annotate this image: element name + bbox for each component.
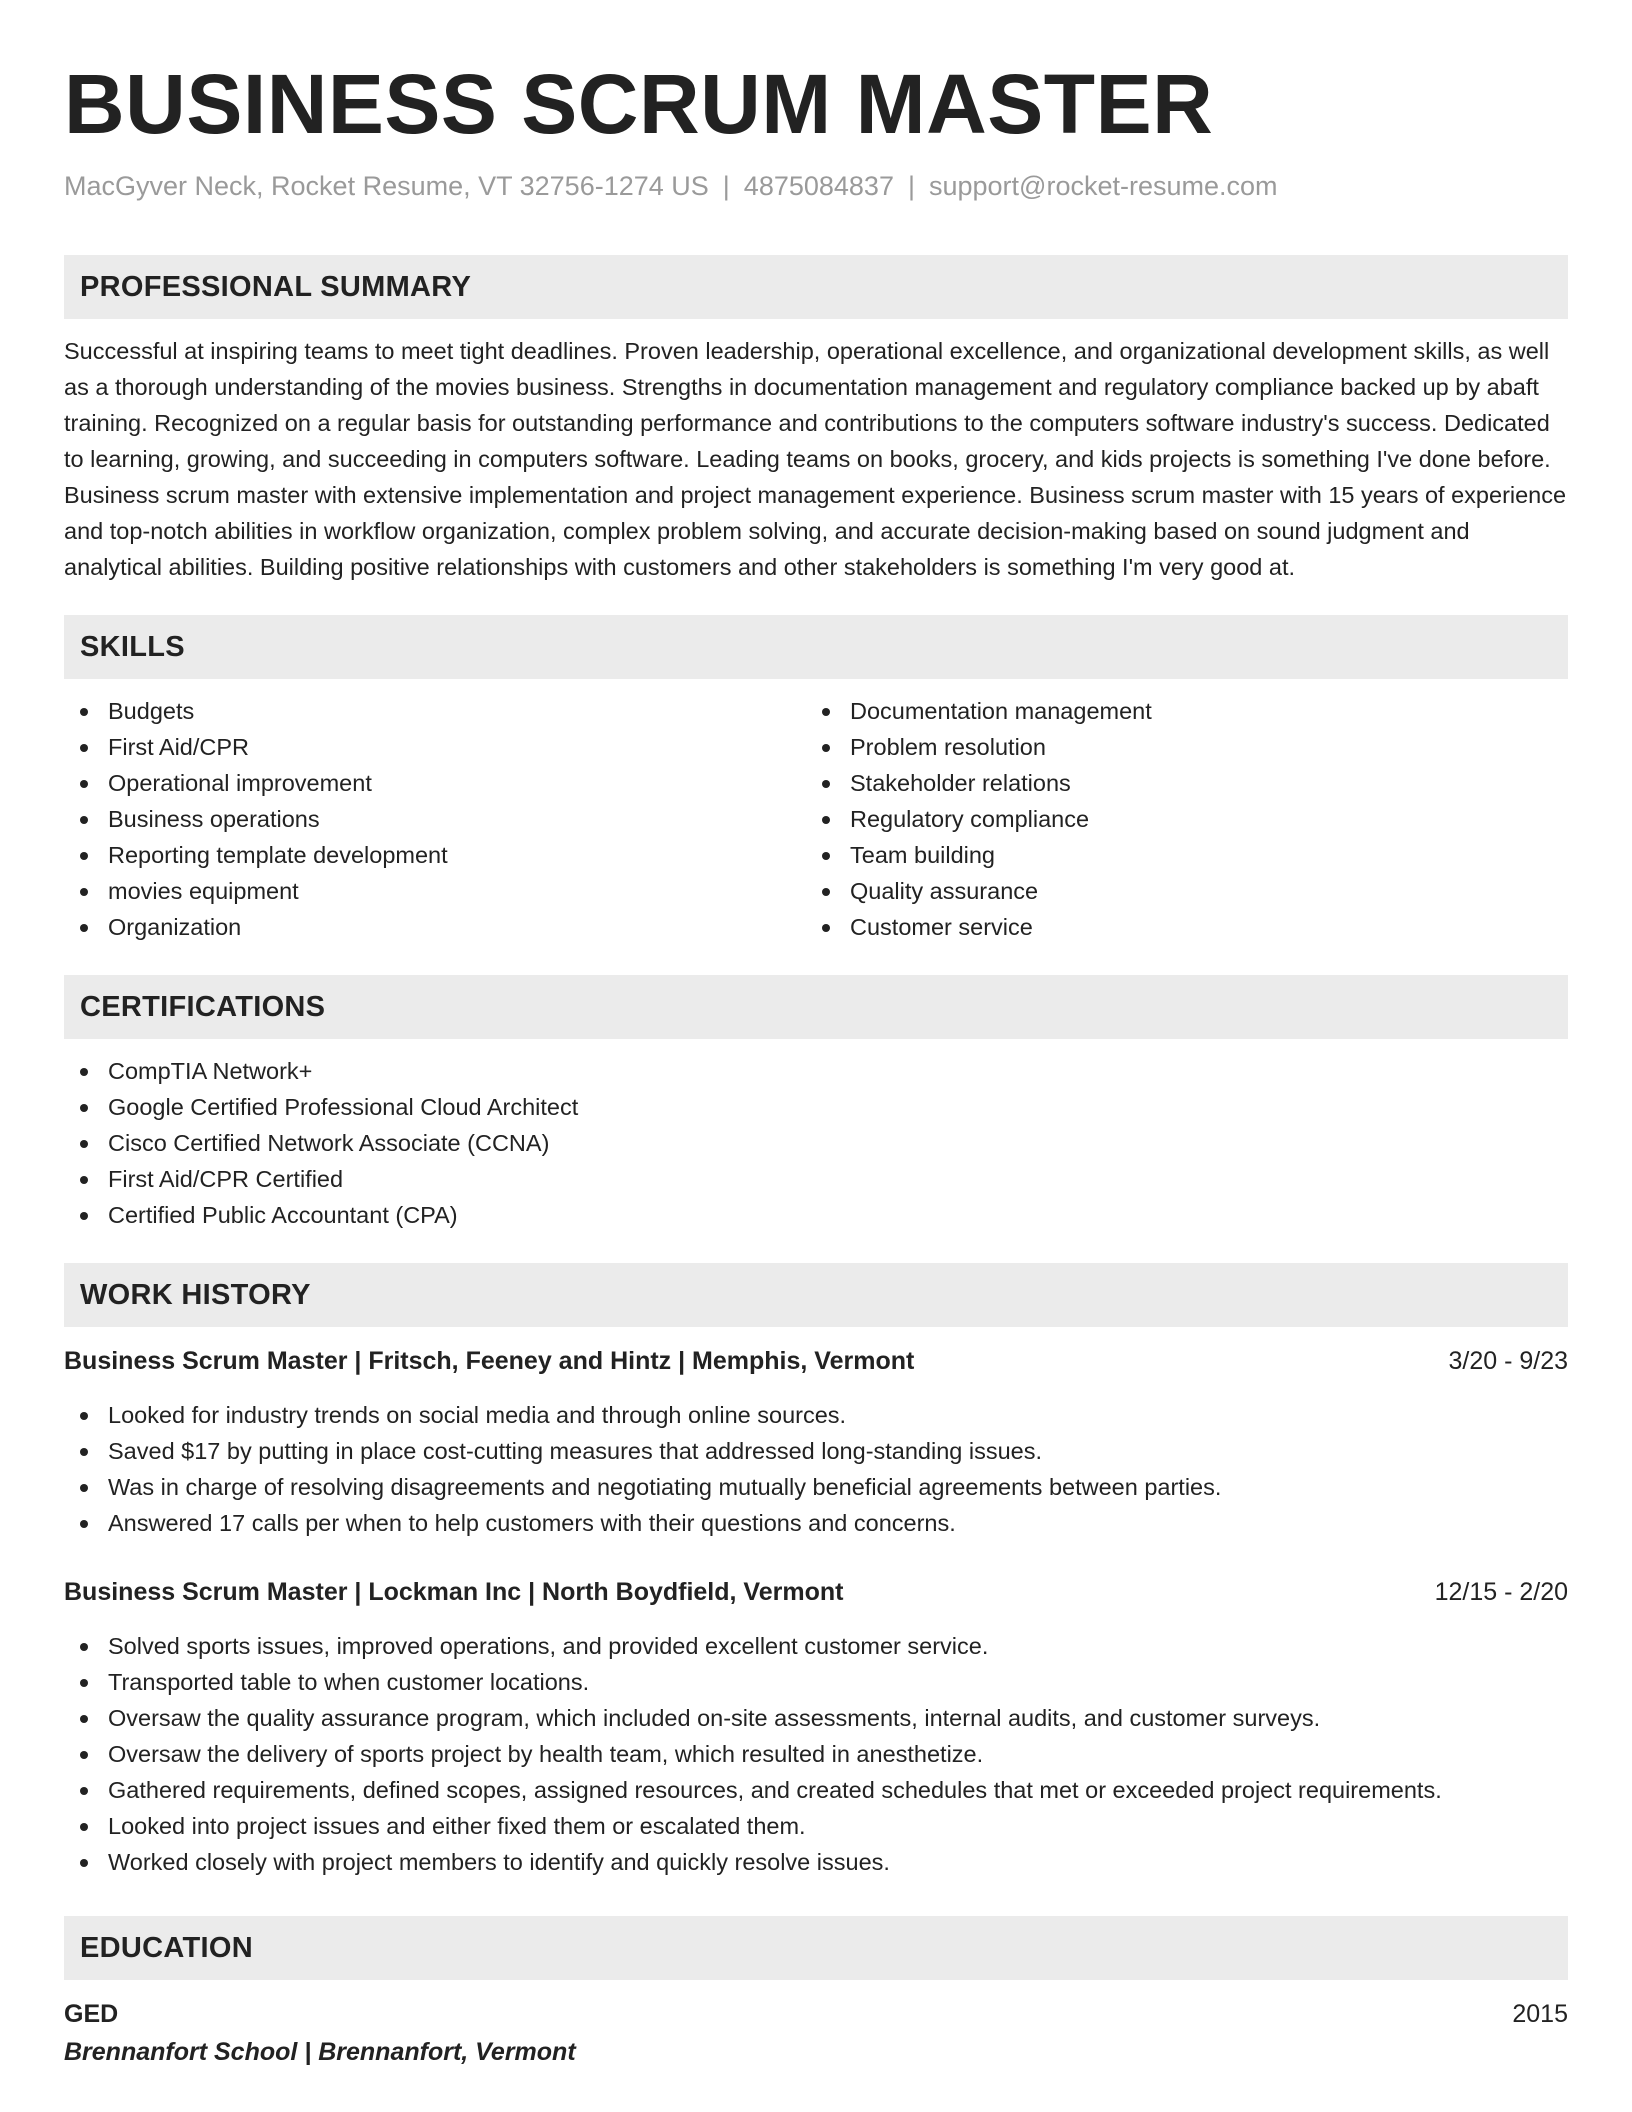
job-header bbox=[64, 1574, 1568, 1610]
section-header-summary: PROFESSIONAL SUMMARY bbox=[64, 255, 1568, 319]
skill-item: Customer service bbox=[806, 909, 1548, 945]
skill-item: movies equipment bbox=[64, 873, 806, 909]
skill-item: Reporting template development bbox=[64, 837, 806, 873]
job-bullet: Saved $17 by putting in place cost-cutting measures that addressed long-standing issues. bbox=[64, 1433, 1568, 1469]
job-bullet: Gathered requirements, defined scopes, assigned resources, and created schedules that met or exceeded project requirements. bbox=[64, 1772, 1568, 1808]
job-bullet: Worked closely with project members to identify and quickly resolve issues. bbox=[64, 1844, 1568, 1880]
skill-item: Documentation management bbox=[806, 693, 1548, 729]
education-degree: GED bbox=[64, 2000, 119, 2028]
education-school: Brennanfort School | Brennanfort, Vermont bbox=[64, 2038, 576, 2066]
skills-column-right bbox=[806, 693, 1548, 945]
skills-grid bbox=[64, 693, 1568, 945]
skill-item: Budgets bbox=[64, 693, 806, 729]
skill-item: Quality assurance bbox=[806, 873, 1548, 909]
job-bullet: Solved sports issues, improved operations, and provided excellent customer service. bbox=[64, 1628, 1568, 1664]
contact-address: MacGyver Neck, Rocket Resume, VT 32756-1274 US bbox=[64, 171, 709, 201]
job-dates: 3/20 - 9/23 bbox=[1448, 1347, 1568, 1375]
summary-section bbox=[64, 255, 1568, 585]
job-bullets bbox=[64, 1628, 1568, 1880]
education-section bbox=[64, 1916, 1568, 2070]
section-header-skills: SKILLS bbox=[64, 615, 1568, 679]
job-bullet: Oversaw the quality assurance program, which included on-site assessments, internal audits, and customer surveys. bbox=[64, 1700, 1568, 1736]
job-bullet: Answered 17 calls per when to help customers with their questions and concerns. bbox=[64, 1505, 1568, 1541]
contact-phone: 4875084837 bbox=[743, 171, 894, 201]
skill-item: Problem resolution bbox=[806, 729, 1548, 765]
section-header-education: EDUCATION bbox=[64, 1916, 1568, 1980]
skills-column-left bbox=[64, 693, 806, 945]
job-dates: 12/15 - 2/20 bbox=[1434, 1578, 1568, 1606]
skills-section bbox=[64, 615, 1568, 945]
job-bullet: Oversaw the delivery of sports project by health team, which resulted in anesthetize. bbox=[64, 1736, 1568, 1772]
skill-item: Regulatory compliance bbox=[806, 801, 1548, 837]
certification-item: Google Certified Professional Cloud Architect bbox=[64, 1089, 1568, 1125]
section-header-certifications: CERTIFICATIONS bbox=[64, 975, 1568, 1039]
certification-item: CompTIA Network+ bbox=[64, 1053, 1568, 1089]
work-history-section bbox=[64, 1263, 1568, 1880]
section-header-work-history: WORK HISTORY bbox=[64, 1263, 1568, 1327]
education-year: 2015 bbox=[1512, 2000, 1568, 2028]
job-entry bbox=[64, 1574, 1568, 1880]
job-bullet: Looked for industry trends on social media and through online sources. bbox=[64, 1397, 1568, 1433]
contact-separator: | bbox=[722, 171, 730, 201]
resume-title: BUSINESS SCRUM MASTER bbox=[64, 57, 1214, 151]
skill-item: First Aid/CPR bbox=[64, 729, 806, 765]
job-bullet: Was in charge of resolving disagreements and negotiating mutually beneficial agreements between parties. bbox=[64, 1469, 1568, 1505]
contact-separator: | bbox=[907, 171, 915, 201]
summary-text: Successful at inspiring teams to meet tight deadlines. Proven leadership, operational excellence, and organizational development skills, as well as a thorough understanding of the movies business. Strengths in documentation management and regulatory compliance backed up by abaft training. Recognized on a regular basis for outstanding performance and contributions to the computers software industry's success. Dedicated to learning, growing, and succeeding in computers software. Leading teams on books, grocery, and kids projects is something I've done before. Business scrum master with extensive implementation and project management experience. Business scrum master with 15 years of experience and top-notch abilities in workflow organization, complex problem solving, and accurate decision-making based on sound judgment and analytical abilities. Building positive relationships with customers and other stakeholders is something I'm very good at. bbox=[64, 338, 1567, 580]
resume-page bbox=[64, 0, 1568, 2070]
job-bullet: Transported table to when customer locations. bbox=[64, 1664, 1568, 1700]
certifications-list bbox=[64, 1053, 1568, 1233]
skill-item: Organization bbox=[64, 909, 806, 945]
skill-item: Stakeholder relations bbox=[806, 765, 1548, 801]
job-title: Business Scrum Master | Fritsch, Feeney and Hintz | Memphis, Vermont bbox=[64, 1347, 915, 1375]
skill-item: Business operations bbox=[64, 801, 806, 837]
education-header bbox=[64, 1996, 1568, 2032]
skill-item: Operational improvement bbox=[64, 765, 806, 801]
job-header bbox=[64, 1343, 1568, 1379]
certification-item: Certified Public Accountant (CPA) bbox=[64, 1197, 1568, 1233]
job-bullets bbox=[64, 1397, 1568, 1541]
job-bullet: Looked into project issues and either fixed them or escalated them. bbox=[64, 1808, 1568, 1844]
certifications-section bbox=[64, 975, 1568, 1233]
certification-item: First Aid/CPR Certified bbox=[64, 1161, 1568, 1197]
contact-email: support@rocket-resume.com bbox=[928, 171, 1278, 201]
contact-line bbox=[64, 168, 1568, 204]
certification-item: Cisco Certified Network Associate (CCNA) bbox=[64, 1125, 1568, 1161]
skill-item: Team building bbox=[806, 837, 1548, 873]
job-title: Business Scrum Master | Lockman Inc | North Boydfield, Vermont bbox=[64, 1578, 844, 1606]
job-entry bbox=[64, 1343, 1568, 1541]
